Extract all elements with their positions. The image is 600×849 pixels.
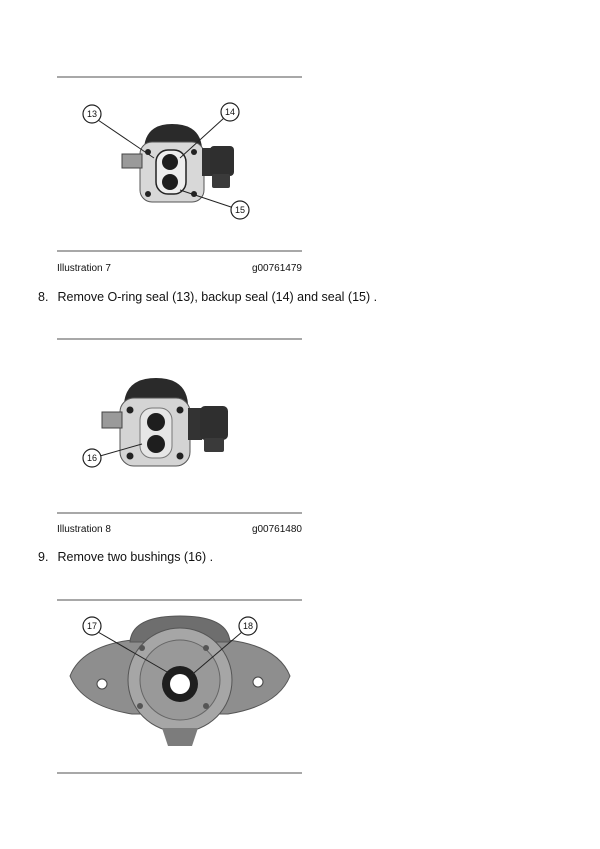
graphic-id: g00761479 [251, 263, 302, 274]
illustration-8-caption [57, 524, 302, 535]
step-text: Remove O-ring seal (13), backup seal (14) and seal (15) . [57, 290, 378, 304]
callout-16 [83, 449, 101, 467]
callout-14 [221, 103, 239, 121]
callout-15 [231, 201, 249, 219]
figure-bottom-rule [57, 250, 302, 252]
pump-mounting-flange-icon [62, 606, 298, 766]
figure-bottom-rule [57, 772, 302, 774]
illustration-8-image [62, 352, 298, 507]
illustration-label: Illustration 8 [57, 524, 111, 535]
illustration-label: Illustration 7 [57, 263, 111, 274]
step-text: Remove two bushings (16) . [57, 550, 214, 564]
svg-text:15: 15 [234, 205, 246, 215]
figure-top-rule [57, 338, 302, 340]
step-number: 9. [38, 550, 49, 564]
graphic-id: g00761480 [251, 524, 302, 535]
illustration-9-image [62, 606, 298, 766]
svg-text:16: 16 [86, 453, 98, 463]
step-8 [38, 290, 377, 304]
figure-top-rule [57, 599, 302, 601]
illustration-7-image [62, 90, 298, 240]
step-number: 8. [38, 290, 49, 304]
figure-top-rule [57, 76, 302, 78]
pump-front-with-bushings-icon [62, 352, 298, 507]
step-9 [38, 550, 213, 564]
callout-17 [83, 617, 101, 635]
figure-bottom-rule [57, 512, 302, 514]
callout-13 [83, 105, 101, 123]
svg-text:14: 14 [224, 107, 236, 117]
callout-18 [239, 617, 257, 635]
svg-text:13: 13 [86, 109, 98, 119]
illustration-7-caption [57, 263, 302, 274]
pump-front-with-seals-icon [62, 90, 298, 240]
svg-text:17: 17 [86, 621, 98, 631]
svg-text:18: 18 [242, 621, 254, 631]
